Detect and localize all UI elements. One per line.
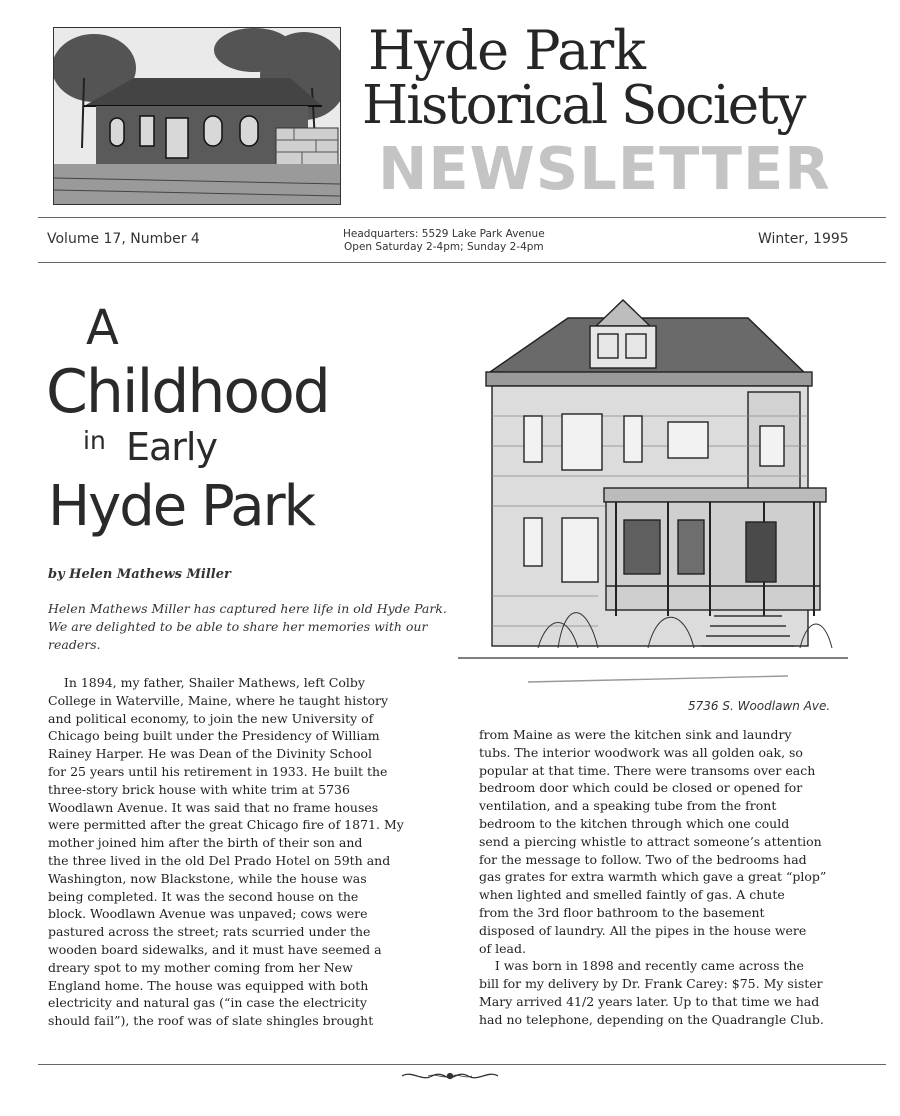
article-text-line: England home. The house was equipped with both — [48, 977, 369, 993]
masthead-rule-top — [38, 217, 886, 218]
article-text-line: of lead. — [479, 940, 526, 956]
article-text-line: gas grates for extra warmth which gave a great “plop” — [479, 869, 827, 885]
article-text-line: Mary arrived 41/2 years later. Up to that time we had — [479, 993, 820, 1009]
article-text-line: for the message to follow. Two of the bedrooms had — [479, 851, 807, 867]
article-text-line: Washington, now Blackstone, while the house was — [48, 870, 367, 886]
masthead-title-line1: Hyde Park — [368, 19, 645, 82]
article-text-line: the three lived in the old Del Prado Hotel on 59th and — [48, 852, 391, 868]
article-text-line: Woodlawn Avenue. It was said that no frame houses — [48, 799, 379, 815]
issue-season: Winter, 1995 — [758, 231, 849, 247]
intro-line: readers. — [48, 637, 101, 652]
article-text-line: mother joined him after the birth of their son and — [48, 835, 363, 851]
masthead-rule-bottom — [38, 262, 886, 263]
article-text-line: from Maine as were the kitchen sink and laundry — [479, 727, 792, 742]
article-text-line: electricity and natural gas (“in case the electricity — [48, 995, 367, 1011]
article-text-line: tubs. The interior woodwork was all golden oak, so — [479, 744, 803, 760]
article-byline: by Helen Mathews Miller — [48, 567, 231, 582]
article-column-right — [479, 726, 869, 1029]
article-text-line: and political economy, to join the new University of — [48, 710, 374, 726]
article-text-line: popular at that time. There were transoms over each — [479, 762, 816, 778]
article-text-line: when lighted and smelled faintly of gas. A chute — [479, 887, 785, 903]
opening-hours: Open Saturday 2-4pm; Sunday 2-4pm — [344, 241, 544, 253]
ornament-flourish-icon — [398, 1068, 502, 1084]
headline-childhood: Childhood — [46, 357, 329, 427]
headquarters-address: Headquarters: 5529 Lake Park Avenue — [343, 228, 545, 240]
article-text-line: disposed of laundry. All the pipes in the house were — [479, 922, 807, 938]
article-text-line: send a piercing whistle to attract someone’s attention — [479, 833, 822, 849]
masthead-building-illustration-icon — [53, 27, 341, 205]
article-text-line: dreary spot to my mother coming from her New — [48, 959, 353, 975]
article-text-line: three-story brick house with white trim at 5736 — [48, 781, 350, 797]
article-text-line: ventilation, and a speaking tube from the front — [479, 798, 777, 814]
headline-in: in — [83, 426, 106, 455]
intro-line: Helen Mathews Miller has captured here life in old Hyde Park. — [48, 601, 447, 616]
article-text-line: bedroom door which could be closed or opened for — [479, 780, 803, 796]
article-text-line: from the 3rd floor bathroom to the basement — [479, 904, 765, 920]
headline-a: A — [86, 300, 119, 356]
masthead-title-line2: Historical Society — [362, 75, 805, 136]
article-text-line: bedroom to the kitchen through which one could — [479, 815, 790, 831]
headline-hyde-park: Hyde Park — [48, 474, 315, 539]
headline-early: Early — [126, 425, 217, 469]
article-text-line: being completed. It was the second house on the — [48, 888, 359, 904]
article-intro — [48, 600, 447, 654]
article-text-line: College in Waterville, Maine, where he taught history — [48, 692, 389, 708]
article-text-line: had no telephone, depending on the Quadrangle Club. — [479, 1011, 824, 1027]
article-column-left — [48, 674, 428, 1030]
house-illustration-icon — [448, 296, 858, 700]
issue-volume: Volume 17, Number 4 — [47, 231, 200, 247]
article-text-line: wooden board sidewalks, and it must have seemed a — [48, 941, 382, 957]
intro-line: We are delighted to be able to share her memories with our — [48, 619, 428, 634]
article-text-line: for 25 years until his retirement in 1933. He built the — [48, 763, 388, 779]
article-text-line: I was born in 1898 and recently came across the — [479, 958, 804, 974]
headquarters-info — [343, 228, 545, 254]
article-text-line: pastured across the street; rats scurried under the — [48, 924, 371, 940]
article-text-line: were permitted after the great Chicago fire of 1871. My — [48, 817, 404, 833]
article-text-line: Rainey Harper. He was Dean of the Divinity School — [48, 746, 373, 762]
footer-rule — [38, 1064, 886, 1065]
article-text-line: should fail”), the roof was of slate shingles brought — [48, 1013, 374, 1029]
illustration-caption: 5736 S. Woodlawn Ave. — [688, 699, 831, 713]
article-text-line: bill for my delivery by Dr. Frank Carey: $75. My sister — [479, 976, 823, 992]
article-text-line: block. Woodlawn Avenue was unpaved; cows were — [48, 906, 368, 922]
masthead-newsletter-wordmark: NEWSLETTER — [378, 134, 831, 203]
article-text-line: Chicago being built under the Presidency of William — [48, 728, 380, 744]
article-text-line: In 1894, my father, Shailer Mathews, left Colby — [48, 675, 365, 690]
